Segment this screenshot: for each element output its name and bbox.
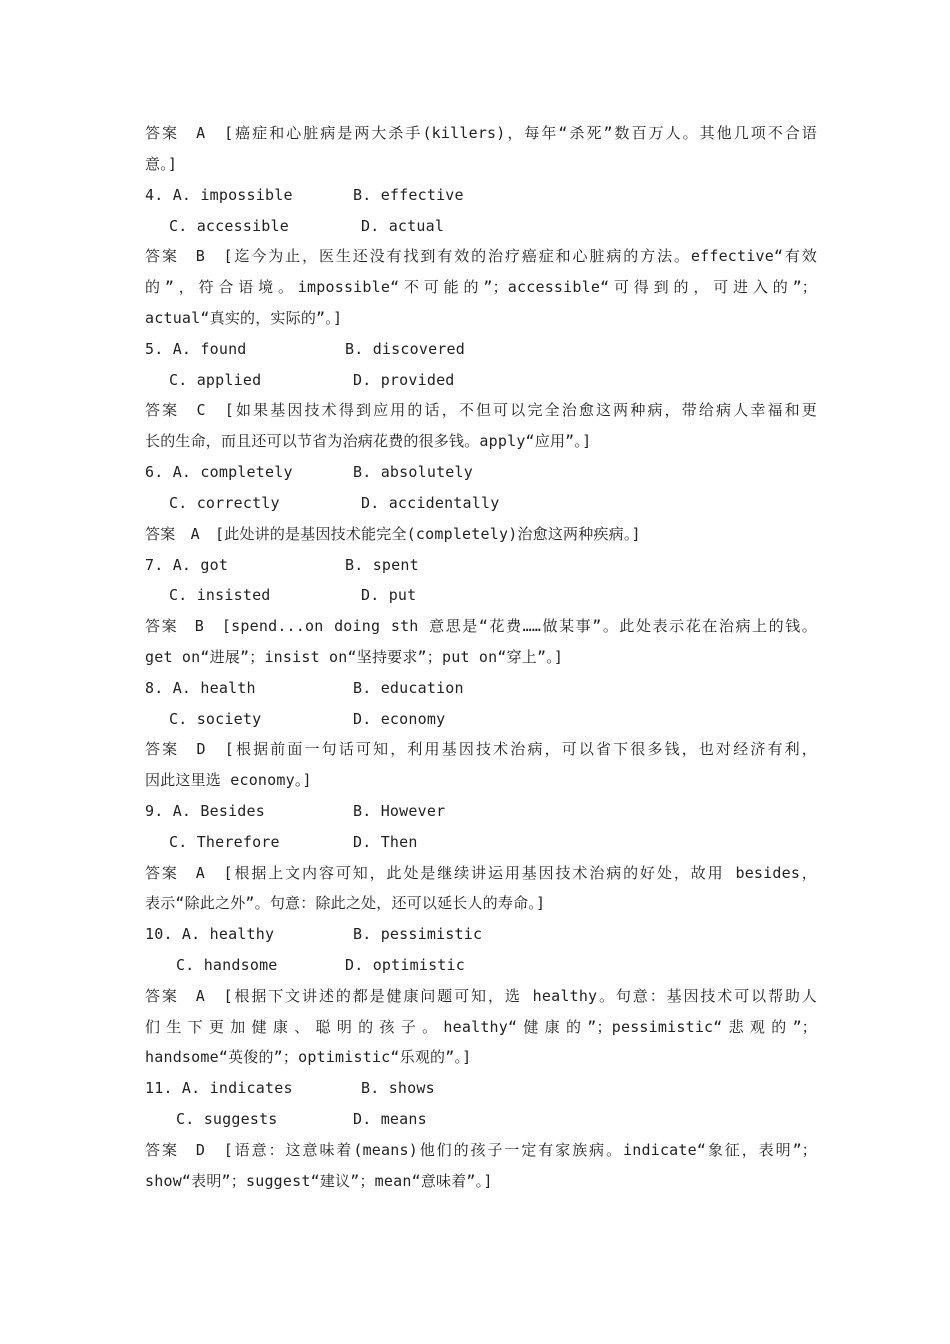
question-7-option-c: C. insisted xyxy=(169,586,271,604)
answer-3-line-1: 答案 A [癌症和心脏病是两大杀手(killers)，每年“杀死”数百万人。其他几项不合语 xyxy=(145,124,817,142)
answer-11-line-2: show“表明”；suggest“建议”；mean“意味着”。] xyxy=(145,1172,493,1190)
answer-3-line-2: 意。] xyxy=(145,155,178,173)
answer-10-line-2: 们生下更加健康、聪明的孩子。healthy“健康的”；pessimistic“悲观的”； xyxy=(145,1018,817,1036)
question-5-option-b: B. discovered xyxy=(345,340,465,358)
question-6-option-b: B. absolutely xyxy=(353,463,473,481)
answer-10-line-3: handsome“英俊的”；optimistic“乐观的”。] xyxy=(145,1048,472,1066)
question-7-option-d: D. put xyxy=(361,586,417,604)
answer-7-line-1: 答案 B [spend...on doing sth 意思是“花费……做某事”。此处表示花在治病上的钱。 xyxy=(145,617,817,635)
question-10-option-c: C. handsome xyxy=(176,956,278,974)
answer-5-line-1: 答案 C [如果基因技术得到应用的话，不但可以完全治愈这两种病，带给病人幸福和更 xyxy=(145,401,817,419)
question-11-option-c: C. suggests xyxy=(176,1110,278,1128)
question-10-option-b: B. pessimistic xyxy=(353,925,483,943)
answer-6-line-1: 答案 A [此处讲的是基因技术能完全(completely)治愈这两种疾病。] xyxy=(145,525,641,543)
answer-4-line-2: 的”，符合语境。impossible“不可能的”；accessible“可得到的，可进入的”； xyxy=(145,278,817,296)
answer-11-line-1: 答案 D [语意：这意味着(means)他们的孩子一定有家族病。indicate“象征，表明”； xyxy=(145,1141,817,1159)
question-4-option-c: C. accessible xyxy=(169,217,289,235)
answer-10-line-1: 答案 A [根据下文讲述的都是健康问题可知，选 healthy。句意：基因技术可以帮助人 xyxy=(145,987,817,1005)
question-5-option-c: C. applied xyxy=(169,371,262,389)
question-5-option-a: 5. A. found xyxy=(145,340,247,358)
question-7-option-a: 7. A. got xyxy=(145,556,229,574)
question-9-option-b: B. However xyxy=(353,802,446,820)
answer-8-line-2: 因此这里选 economy。] xyxy=(145,771,312,789)
answer-9-line-1: 答案 A [根据上文内容可知，此处是继续讲运用基因技术治病的好处，故用 besides， xyxy=(145,864,817,882)
answer-7-line-2: get on“进展”；insist on“坚持要求”；put on“穿上”。] xyxy=(145,648,564,666)
question-10-option-a: 10. A. healthy xyxy=(145,925,275,943)
question-11-option-d: D. means xyxy=(353,1110,427,1128)
question-6-option-d: D. accidentally xyxy=(361,494,500,512)
question-11-option-a: 11. A. indicates xyxy=(145,1079,293,1097)
question-5-option-d: D. provided xyxy=(353,371,455,389)
answer-9-line-2: 表示“除此之外”。句意：除此之处，还可以延长人的寿命。] xyxy=(145,894,546,912)
question-11-option-b: B. shows xyxy=(361,1079,435,1097)
question-4-option-a: 4. A. impossible xyxy=(145,186,293,204)
answer-5-line-2: 长的生命，而且还可以节省为治病花费的很多钱。apply“应用”。] xyxy=(145,432,592,450)
question-9-option-a: 9. A. Besides xyxy=(145,802,265,820)
question-10-option-d: D. optimistic xyxy=(345,956,465,974)
question-6-option-a: 6. A. completely xyxy=(145,463,293,481)
question-8-option-c: C. society xyxy=(169,710,262,728)
answer-4-line-3: actual“真实的，实际的”。] xyxy=(145,309,343,327)
question-7-option-b: B. spent xyxy=(345,556,419,574)
question-6-option-c: C. correctly xyxy=(169,494,280,512)
question-8-option-b: B. education xyxy=(353,679,464,697)
question-9-option-c: C. Therefore xyxy=(169,833,280,851)
answer-4-line-1: 答案 B [迄今为止，医生还没有找到有效的治疗癌症和心脏病的方法。effective“有效 xyxy=(145,247,817,265)
question-4-option-d: D. actual xyxy=(361,217,445,235)
question-8-option-a: 8. A. health xyxy=(145,679,256,697)
question-9-option-d: D. Then xyxy=(353,833,418,851)
question-8-option-d: D. economy xyxy=(353,710,446,728)
answer-8-line-1: 答案 D [根据前面一句话可知，利用基因技术治病，可以省下很多钱，也对经济有利， xyxy=(145,740,817,758)
question-4-option-b: B. effective xyxy=(353,186,464,204)
